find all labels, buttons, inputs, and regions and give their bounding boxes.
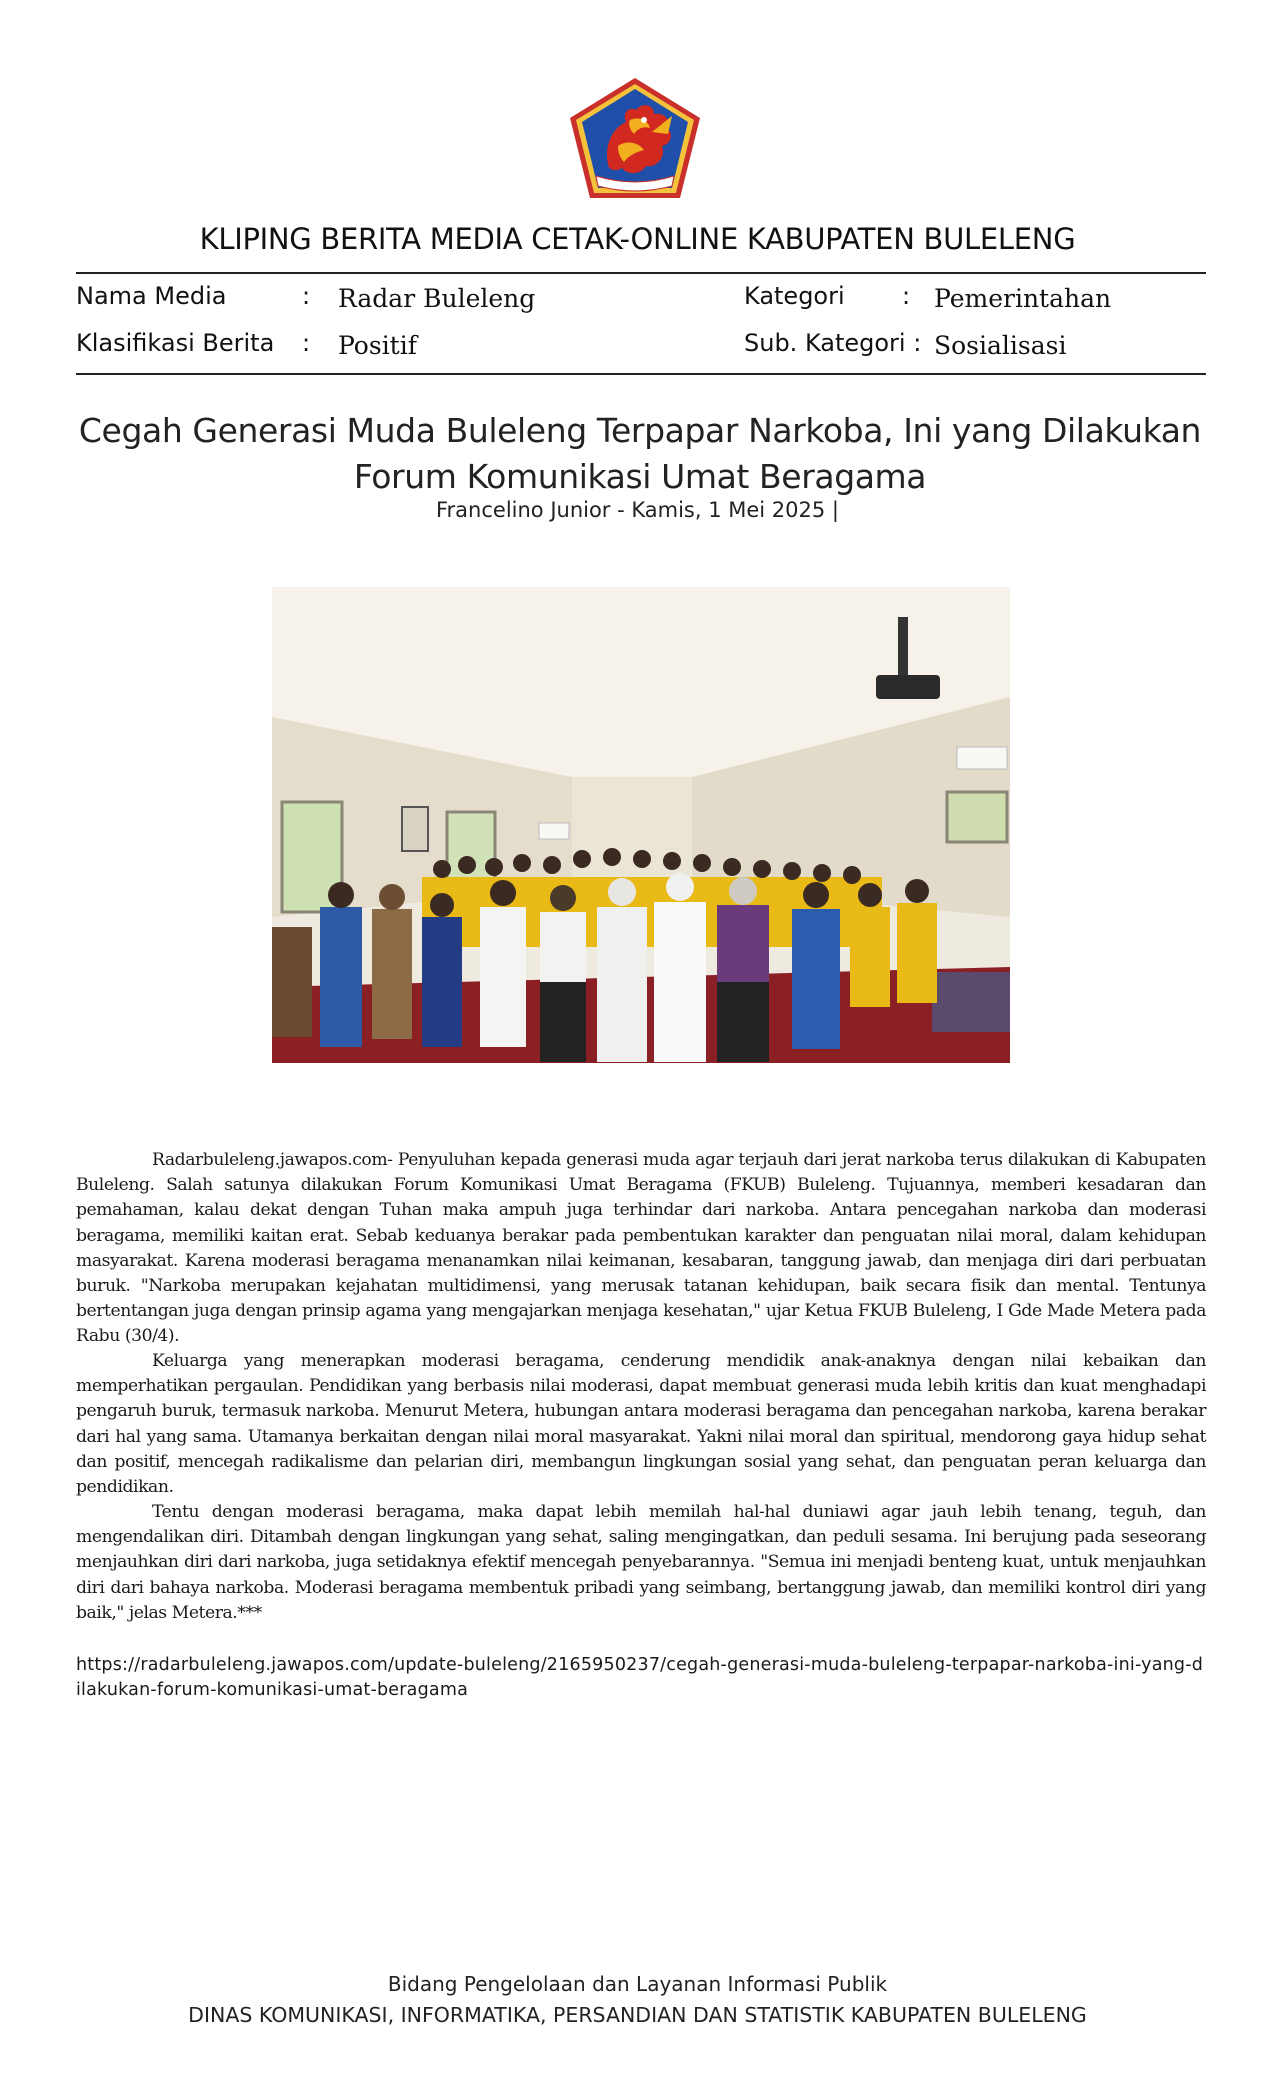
- article-paragraph-1: [76, 1148, 1206, 1350]
- headline-line-1: Cegah Generasi Muda Buleleng Terpapar Narkoba, Ini yang Dilakukan: [78, 411, 1202, 450]
- article-byline: Francelino Junior - Kamis, 1 Mei 2025 |: [435, 498, 840, 522]
- top-divider: [76, 272, 1206, 274]
- klasifikasi-value: Positif: [338, 331, 417, 360]
- klasifikasi-label: Klasifikasi Berita: [76, 329, 275, 357]
- source-url: https://radarbuleleng.jawapos.com/update-buleleng/2165950237/cegah-generasi-muda-buleleng-terpapar-narkoba-ini-yang-dilakukan-forum-komunikasi-umat-beragama: [76, 1655, 1204, 1700]
- kategori-value: Pemerintahan: [934, 284, 1112, 313]
- bottom-divider: [76, 373, 1206, 375]
- footer-agency: DINAS KOMUNIKASI, INFORMATIKA, PERSANDIAN DAN STATISTIK KABUPATEN BULELENG: [188, 2003, 1087, 2027]
- headline-line-2: Forum Komunikasi Umat Beragama: [353, 457, 927, 496]
- paragraph-2-text: Keluarga yang menerapkan moderasi beragama, cenderung mendidik anak-anaknya dengan nilai kebaikan dan memperhatikan pergaulan. Pendidikan yang berbasis nilai moderasi, dapat membuat generasi muda lebih kritis dan kuat menghadapi pengaruh buruk, termasuk narkoba. Menurut Metera, hubungan antara moderasi beragama dan pencegahan narkoba, karena berakar dari hal yang sama. Utamanya berkaitan dengan nilai moral masyarakat. Yakni nilai moral dan spiritual, mendorong gaya hidup sehat dan positif, mencegah radikalisme dan pelarian diri, membangun lingkungan sosial yang sehat, dan penguatan peran keluarga dan pendidikan.: [76, 1351, 1206, 1498]
- kategori-colon: :: [902, 282, 911, 310]
- article-paragraph-2: [76, 1349, 1206, 1500]
- paragraph-3-text: Tentu dengan moderasi beragama, maka dapat lebih memilah hal-hal duniawi agar jauh lebih tenang, teguh, dan mengendalikan diri. Ditambah dengan lingkungan yang sehat, saling mengingatkan, dan peduli sesama. Ini berujung pada seseorang menjauhkan diri dari narkoba, juga setidaknya efektif mencegah penyebarannya. "Semua ini menjadi benteng kuat, untuk menjauhkan diri dari bahaya narkoba. Moderasi beragama membentuk pribadi yang seimbang, bertanggung jawab, dan memiliki kontrol diri yang baik," jelas Metera.***: [76, 1502, 1206, 1623]
- article-headline: [60, 408, 1220, 500]
- article-photo: [272, 587, 1010, 1063]
- media-value: Radar Buleleng: [338, 284, 536, 313]
- klasifikasi-colon: :: [302, 329, 311, 357]
- paragraph-1-text: Radarbuleleng.jawapos.com- Penyuluhan kepada generasi muda agar terjauh dari jerat narkoba terus dilakukan di Kabupaten Buleleng. Salah satunya dilakukan Forum Komunikasi Umat Beragama (FKUB) Buleleng. Tujuannya, memberi kesadaran dan pemahaman, kalau dekat dengan Tuhan maka ampuh juga terhindar dari narkoba. Antara pencegahan narkoba dan moderasi beragama, memiliki kaitan erat. Sebab keduanya berakar pada pembentukan karakter dan penguatan nilai moral, dalam kehidupan masyarakat. Karena moderasi beragama menanamkan nilai keimanan, kesabaran, tanggung jawab, dan menjaga diri dari perbuatan buruk. "Narkoba merupakan kejahatan multidimensi, yang merusak tatanan kehidupan, baik secara fisik dan mental. Tentunya bertentangan juga dengan prinsip agama yang mengajarkan menjaga kesehatan," ujar Ketua FKUB Buleleng, I Gde Made Metera pada Rabu (30/4).: [76, 1150, 1206, 1347]
- kabupaten-buleleng-logo: [568, 76, 702, 200]
- subkategori-label: Sub. Kategori :: [744, 329, 922, 357]
- clipping-title: KLIPING BERITA MEDIA CETAK-ONLINE KABUPATEN BULELENG: [199, 222, 1076, 256]
- media-label: Nama Media: [76, 282, 227, 310]
- article-paragraph-3: [76, 1500, 1206, 1626]
- footer-department: Bidang Pengelolaan dan Layanan Informasi Publik: [387, 1972, 888, 1996]
- subkategori-value: Sosialisasi: [934, 331, 1067, 360]
- media-colon: :: [302, 282, 311, 310]
- kategori-label: Kategori: [744, 282, 845, 310]
